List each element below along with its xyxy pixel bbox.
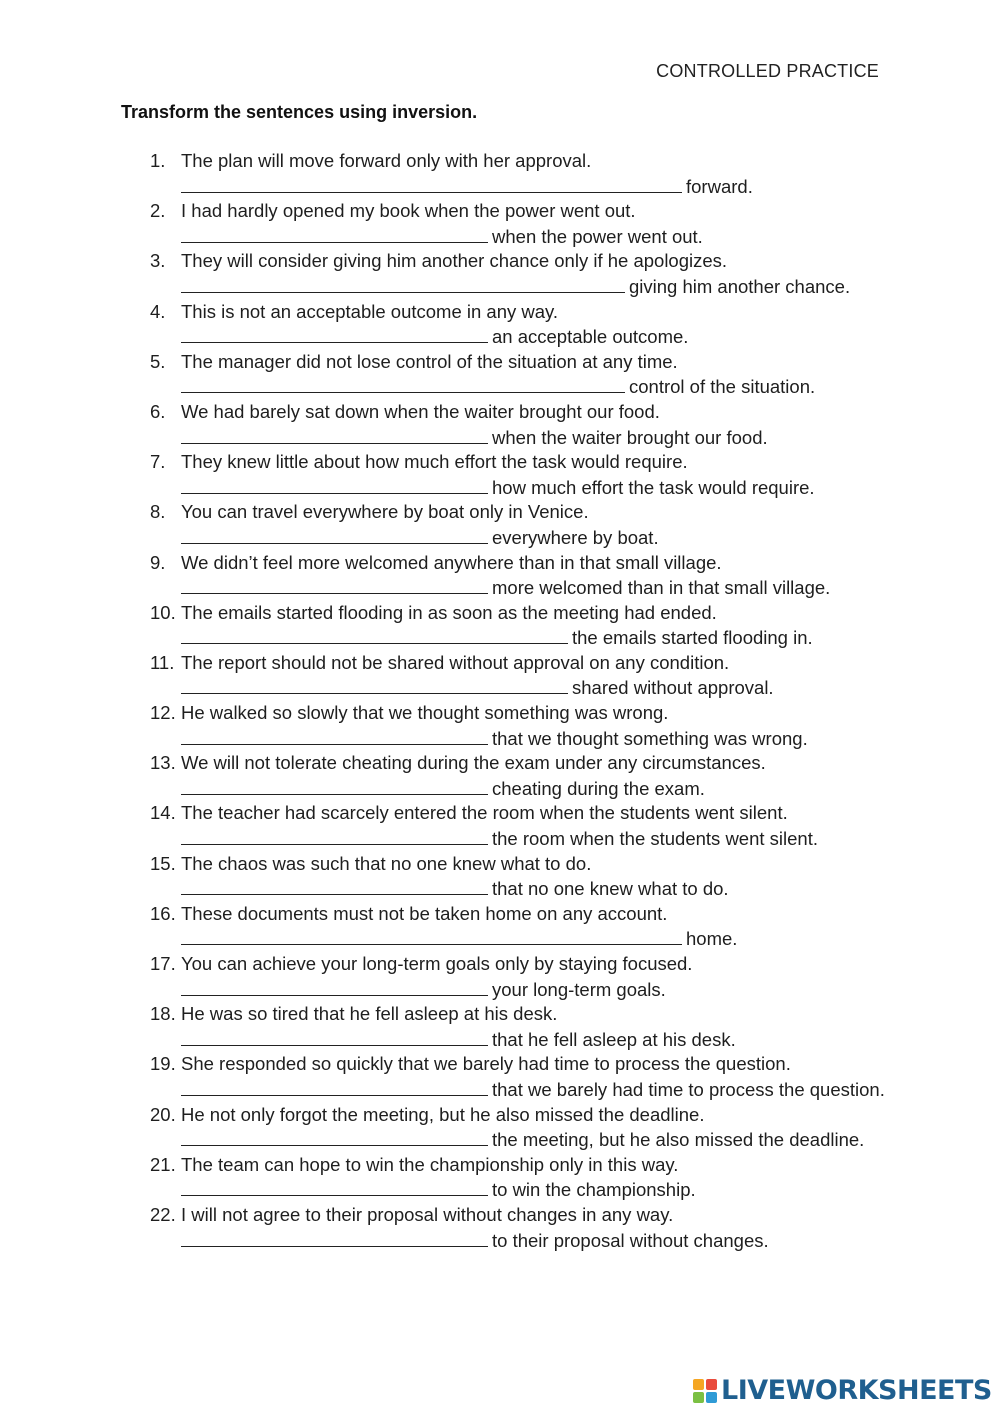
item-ending: shared without approval. bbox=[572, 677, 774, 699]
exercise-item-18 bbox=[150, 1002, 890, 1052]
item-ending: giving him another chance. bbox=[629, 275, 851, 297]
answer-blank[interactable] bbox=[181, 1077, 488, 1096]
liveworksheets-logo bbox=[693, 1375, 992, 1406]
item-ending: the emails started flooding in. bbox=[572, 627, 813, 649]
answer-blank[interactable] bbox=[181, 575, 488, 594]
item-prompt: They knew little about how much effort the task would require. bbox=[181, 451, 688, 473]
item-prompt: They will consider giving him another chance only if he apologizes. bbox=[181, 250, 728, 272]
item-ending: everywhere by boat. bbox=[492, 526, 659, 548]
item-number: 22. bbox=[150, 1203, 176, 1225]
item-prompt: The teacher had scarcely entered the room when the students went silent. bbox=[181, 802, 788, 824]
item-prompt: The chaos was such that no one knew what to do. bbox=[181, 852, 592, 874]
item-prompt: We will not tolerate cheating during the exam under any circumstances. bbox=[181, 752, 766, 774]
item-number: 17. bbox=[150, 953, 176, 974]
item-ending: to their proposal without changes. bbox=[492, 1229, 769, 1251]
answer-blank[interactable] bbox=[181, 977, 488, 996]
item-number: 21. bbox=[150, 1153, 176, 1175]
item-number: 16. bbox=[150, 902, 176, 924]
exercise-item-1 bbox=[150, 149, 890, 199]
item-ending: that no one knew what to do. bbox=[492, 878, 729, 900]
answer-blank[interactable] bbox=[181, 675, 568, 694]
exercise-item-20 bbox=[150, 1103, 890, 1153]
item-prompt: The plan will move forward only with her approval. bbox=[181, 150, 592, 171]
logo-tile bbox=[693, 1392, 704, 1403]
worksheet-section-label: CONTROLLED PRACTICE bbox=[656, 61, 879, 81]
answer-blank[interactable] bbox=[181, 1228, 488, 1247]
answer-blank[interactable] bbox=[181, 274, 625, 293]
item-number: 6. bbox=[150, 400, 166, 422]
exercise-item-11 bbox=[150, 651, 890, 701]
answer-blank[interactable] bbox=[181, 926, 682, 945]
answer-blank[interactable] bbox=[181, 475, 488, 494]
exercise-item-5 bbox=[150, 350, 890, 400]
item-ending: that we thought something was wrong. bbox=[492, 727, 808, 749]
answer-blank[interactable] bbox=[181, 224, 488, 243]
answer-blank[interactable] bbox=[181, 876, 488, 895]
item-prompt: This is not an acceptable outcome in any way. bbox=[181, 300, 559, 322]
item-prompt: We had barely sat down when the waiter brought our food. bbox=[181, 400, 660, 422]
exercise-item-8 bbox=[150, 500, 890, 550]
item-prompt: The report should not be shared without approval on any condition. bbox=[181, 651, 730, 673]
item-ending: an acceptable outcome. bbox=[492, 326, 689, 348]
item-number: 12. bbox=[150, 702, 176, 724]
logo-tile bbox=[706, 1392, 717, 1403]
item-number: 15. bbox=[150, 852, 176, 874]
answer-blank[interactable] bbox=[181, 374, 625, 393]
exercise-item-21 bbox=[150, 1153, 890, 1203]
exercise-item-2 bbox=[150, 199, 890, 249]
item-number: 4. bbox=[150, 300, 166, 322]
exercise-item-12 bbox=[150, 701, 890, 751]
item-number: 11. bbox=[150, 651, 175, 673]
exercise-item-16 bbox=[150, 902, 890, 952]
item-prompt: You can travel everywhere by boat only in Venice. bbox=[181, 501, 589, 523]
logo-tile bbox=[693, 1379, 704, 1390]
item-prompt: He walked so slowly that we thought something was wrong. bbox=[181, 702, 669, 724]
item-number: 13. bbox=[150, 752, 176, 774]
item-prompt: These documents must not be taken home on any account. bbox=[181, 902, 668, 924]
logo-tile bbox=[706, 1379, 717, 1390]
exercise-item-15 bbox=[150, 852, 890, 902]
item-prompt: We didn’t feel more welcomed anywhere than in that small village. bbox=[181, 551, 722, 573]
item-number: 8. bbox=[150, 501, 166, 523]
item-number: 5. bbox=[150, 350, 166, 372]
exercise-item-14 bbox=[150, 801, 890, 851]
item-number: 18. bbox=[150, 1003, 176, 1025]
answer-blank[interactable] bbox=[181, 425, 488, 444]
item-prompt: I will not agree to their proposal without changes in any way. bbox=[181, 1203, 674, 1225]
item-ending: forward. bbox=[686, 175, 753, 197]
item-ending: the room when the students went silent. bbox=[492, 828, 818, 850]
item-number: 19. bbox=[150, 1053, 176, 1075]
item-ending: when the power went out. bbox=[492, 225, 703, 247]
answer-blank[interactable] bbox=[181, 174, 682, 193]
answer-blank[interactable] bbox=[181, 1127, 488, 1146]
instruction-heading: Transform the sentences using inversion. bbox=[121, 102, 478, 122]
item-ending: home. bbox=[686, 928, 738, 950]
item-prompt: You can achieve your long-term goals only by staying focused. bbox=[181, 953, 693, 974]
item-prompt: She responded so quickly that we barely had time to process the question. bbox=[181, 1053, 791, 1075]
item-ending: the meeting, but he also missed the deadline. bbox=[492, 1129, 865, 1151]
logo-wordmark: LIVEWORKSHEETS bbox=[721, 1375, 992, 1406]
item-ending: cheating during the exam. bbox=[492, 777, 705, 799]
exercise-item-9 bbox=[150, 551, 890, 601]
exercise-item-17 bbox=[150, 952, 890, 1002]
item-ending: more welcomed than in that small village. bbox=[492, 577, 831, 599]
answer-blank[interactable] bbox=[181, 826, 488, 845]
exercise-item-13 bbox=[150, 751, 890, 801]
logo-mark-icon bbox=[693, 1379, 717, 1403]
item-number: 9. bbox=[150, 551, 166, 573]
exercise-item-10 bbox=[150, 601, 890, 651]
answer-blank[interactable] bbox=[181, 525, 488, 544]
exercise-item-6 bbox=[150, 400, 890, 450]
answer-blank[interactable] bbox=[181, 1177, 488, 1196]
item-number: 10. bbox=[150, 601, 176, 623]
exercise-item-22 bbox=[150, 1203, 890, 1253]
exercise-list bbox=[150, 149, 890, 1253]
item-prompt: The manager did not lose control of the situation at any time. bbox=[181, 350, 678, 372]
answer-blank[interactable] bbox=[181, 1027, 488, 1046]
exercise-item-3 bbox=[150, 249, 890, 299]
item-prompt: I had hardly opened my book when the power went out. bbox=[181, 200, 636, 222]
item-ending: to win the championship. bbox=[492, 1179, 696, 1201]
item-prompt: The team can hope to win the championship only in this way. bbox=[181, 1153, 679, 1175]
answer-blank[interactable] bbox=[181, 726, 488, 745]
answer-blank[interactable] bbox=[181, 324, 488, 343]
item-prompt: He was so tired that he fell asleep at his desk. bbox=[181, 1003, 558, 1025]
item-prompt: He not only forgot the meeting, but he also missed the deadline. bbox=[181, 1103, 705, 1125]
answer-blank[interactable] bbox=[181, 625, 568, 644]
item-ending: that we barely had time to process the question. bbox=[492, 1078, 885, 1100]
item-ending: your long-term goals. bbox=[492, 978, 666, 1000]
item-ending: that he fell asleep at his desk. bbox=[492, 1028, 736, 1050]
exercise-item-19 bbox=[150, 1052, 890, 1102]
item-prompt: The emails started flooding in as soon as the meeting had ended. bbox=[181, 601, 717, 623]
item-ending: when the waiter brought our food. bbox=[492, 426, 768, 448]
item-number: 1. bbox=[150, 150, 166, 171]
item-ending: control of the situation. bbox=[629, 376, 816, 398]
item-ending: how much effort the task would require. bbox=[492, 476, 815, 498]
exercise-item-4 bbox=[150, 300, 890, 350]
item-number: 7. bbox=[150, 451, 166, 473]
item-number: 3. bbox=[150, 250, 166, 272]
item-number: 2. bbox=[150, 200, 166, 222]
item-number: 20. bbox=[150, 1103, 176, 1125]
item-number: 14. bbox=[150, 802, 176, 824]
answer-blank[interactable] bbox=[181, 776, 488, 795]
exercise-item-7 bbox=[150, 450, 890, 500]
